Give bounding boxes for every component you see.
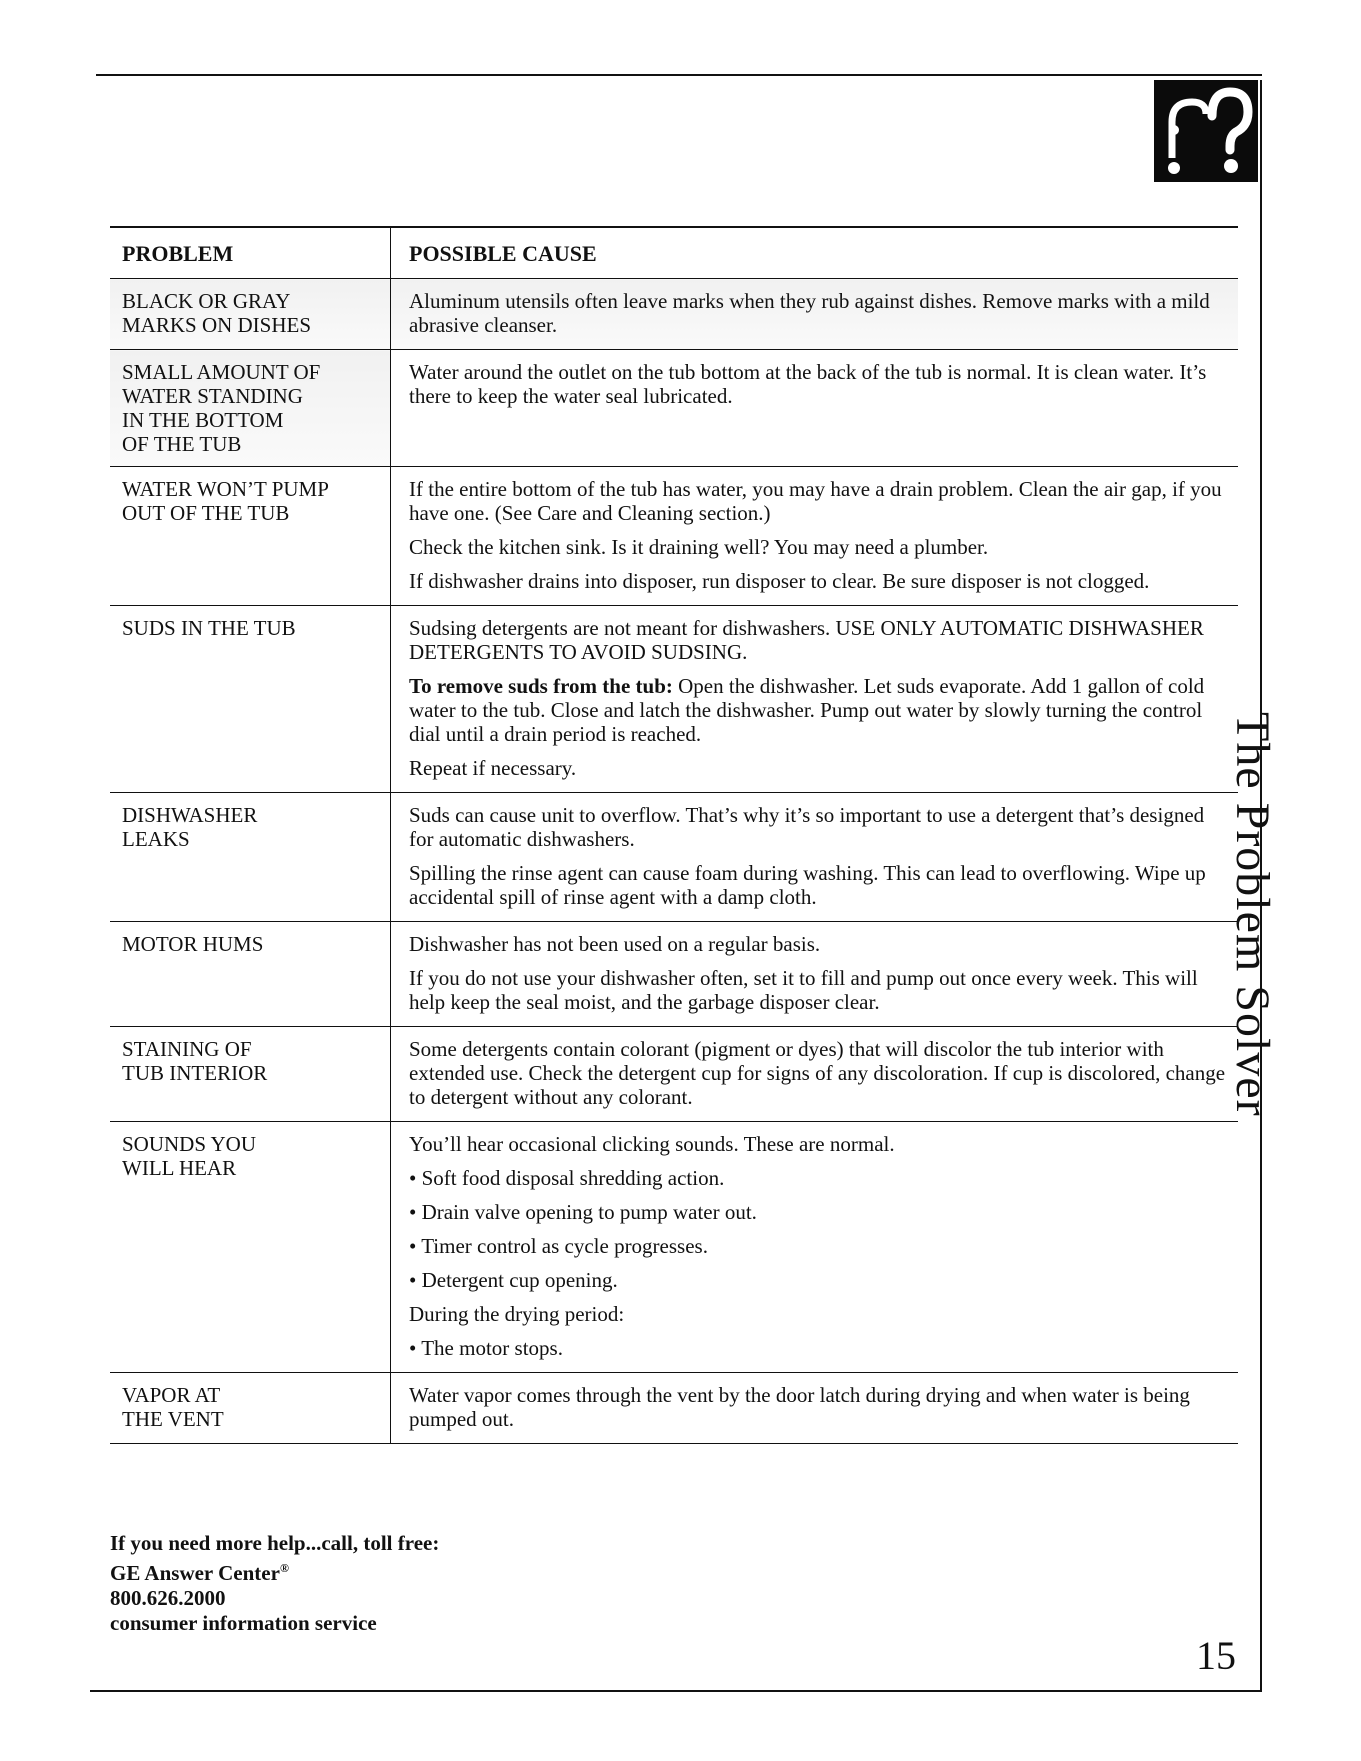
registered-mark: ® [279,1561,289,1575]
cause-text: Water vapor comes through the vent by the door latch during drying and when water is being pumped out. [409,1383,1190,1431]
help-contact-block [110,1531,439,1636]
cause-text: Open the dishwasher. Let suds evaporate. Add 1 gallon of cold water to the tub. Close and latch the dishwasher. Pump out water by slowly turning the control dial until a drain period is reached. [409,674,1205,746]
cause-header: POSSIBLE CAUSE [391,227,1239,279]
cause-text: Spilling the rinse agent can cause foam during washing. This can lead to overflowing. Wipe up accidental spill of rinse agent with a damp cloth. [409,861,1206,909]
question-mark-icon [1154,80,1258,182]
lead-in-text: To remove suds from the tub: [409,674,673,698]
cause-text: Some detergents contain colorant (pigment or dyes) that will discolor the tub interior with extended use. Check the detergent cup for signs of any discoloration. If cup is discolored, change to detergent without any colorant. [409,1037,1226,1109]
help-line: If you need more help...call, toll free: [110,1531,440,1555]
table-row [110,1373,1238,1444]
service-line: consumer information service [110,1611,377,1635]
cause-text: Aluminum utensils often leave marks when they rub against dishes. Remove marks with a mild abrasive cleanser. [409,289,1210,337]
problem-label: MOTOR HUMS [122,932,264,956]
answer-center-line [110,1556,439,1586]
table-row [110,279,1238,350]
page-number: 15 [1196,1633,1236,1678]
bottom-rule [90,1690,1262,1692]
cause-cell [391,1122,1239,1373]
cause-bullet: • Timer control as cycle progresses. [409,1234,708,1258]
cause-text: Check the kitchen sink. Is it draining well? You may need a plumber. [409,535,989,559]
problem-cell [110,1122,391,1373]
cause-text: If the entire bottom of the tub has water, you may have a drain problem. Clean the air gap, if you have one. (See Care and Cleaning section.) [409,477,1222,525]
problem-label: SOUNDS YOU WILL HEAR [122,1132,256,1180]
cause-cell [391,279,1239,350]
cause-cell [391,922,1239,1027]
problem-label: DISHWASHER LEAKS [122,803,258,851]
problem-cell [110,606,391,793]
cause-text: If you do not use your dishwasher often, set it to fill and pump out once every week. This will help keep the seal moist, and the garbage disposer clear. [409,966,1198,1014]
problem-label: STAINING OF TUB INTERIOR [122,1037,268,1085]
problem-cell [110,1027,391,1122]
cause-bullet: • Drain valve opening to pump water out. [409,1200,757,1224]
problem-cell [110,1373,391,1444]
cause-cell [391,467,1239,606]
cause-cell [391,350,1239,467]
cause-text: Suds can cause unit to overflow. That’s why it’s so important to use a detergent that’s designed for automatic dishwashers. [409,803,1205,851]
table-row [110,922,1238,1027]
table-header-row [110,227,1238,279]
cause-text: If dishwasher drains into disposer, run disposer to clear. Be sure disposer is not clogged. [409,569,1150,593]
answer-center-name: GE Answer Center [110,1561,280,1585]
problem-label: VAPOR AT THE VENT [122,1383,224,1431]
table-row [110,606,1238,793]
cause-text-with-lead [409,674,1226,746]
cause-text: During the drying period: [409,1302,625,1326]
problem-label: SMALL AMOUNT OF WATER STANDING IN THE BOTTOM OF THE TUB [122,360,321,456]
problem-cell [110,922,391,1027]
problem-header: PROBLEM [110,227,391,279]
phone-number: 800.626.2000 [110,1586,226,1610]
table-row [110,1122,1238,1373]
cause-cell [391,1373,1239,1444]
cause-cell [391,606,1239,793]
page-title: The Problem Solver [1226,712,1279,1117]
table-row [110,467,1238,606]
table-row [110,793,1238,922]
cause-bullet: • The motor stops. [409,1336,563,1360]
cause-text: You’ll hear occasional clicking sounds. These are normal. [409,1132,895,1156]
cause-cell [391,1027,1239,1122]
problem-cell [110,793,391,922]
cause-bullet: • Detergent cup opening. [409,1268,618,1292]
problem-label: BLACK OR GRAY MARKS ON DISHES [122,289,312,337]
top-rule [96,74,1262,76]
problem-label: WATER WON’T PUMP OUT OF THE TUB [122,477,329,525]
problem-cell [110,279,391,350]
cause-bullet: • Soft food disposal shredding action. [409,1166,725,1190]
problem-solver-table [110,226,1238,1444]
cause-text: Dishwasher has not been used on a regular basis. [409,932,821,956]
cause-text: Water around the outlet on the tub bottom at the back of the tub is normal. It is clean water. It’s there to keep the water seal lubricated. [409,360,1207,408]
cause-text: Repeat if necessary. [409,756,577,780]
cause-text: Sudsing detergents are not meant for dishwashers. USE ONLY AUTOMATIC DISHWASHER DETERGENTS TO AVOID SUDSING. [409,616,1204,664]
problem-cell [110,350,391,467]
cause-cell [391,793,1239,922]
problem-label: SUDS IN THE TUB [122,616,296,640]
table-row [110,350,1238,467]
problem-cell [110,467,391,606]
table-row [110,1027,1238,1122]
